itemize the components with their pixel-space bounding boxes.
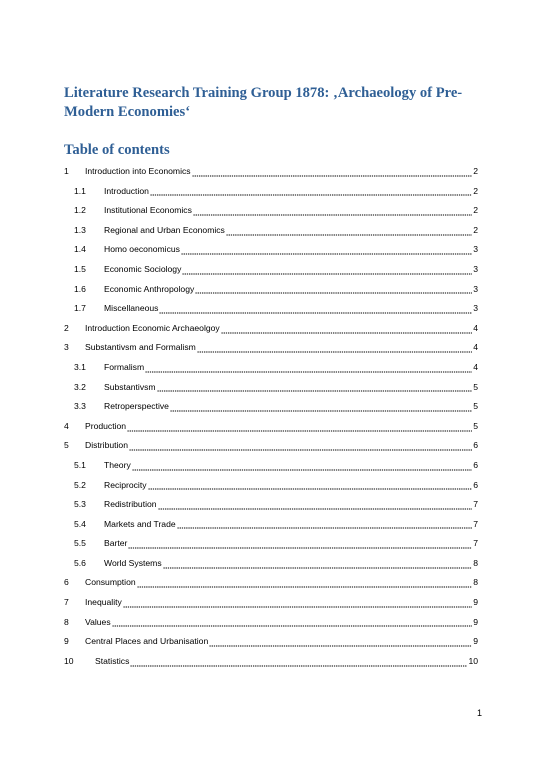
toc-entry[interactable] xyxy=(64,201,478,221)
toc-entry-title: Values xyxy=(85,616,111,627)
toc-entry-title: Miscellaneous xyxy=(104,303,159,314)
toc-entry-number: 1.5 xyxy=(74,263,86,274)
toc-dot-leader xyxy=(209,638,472,648)
toc-dot-leader xyxy=(127,423,472,433)
toc-entry-number: 1.6 xyxy=(74,283,86,294)
toc-entry-title: Distribution xyxy=(85,440,128,451)
toc-entry[interactable] xyxy=(64,593,478,613)
toc-dot-leader xyxy=(145,364,472,374)
toc-entry[interactable] xyxy=(64,280,478,300)
toc-entry[interactable] xyxy=(64,495,478,515)
toc-entry-title: Markets and Trade xyxy=(104,518,176,529)
toc-heading: Table of contents xyxy=(64,142,170,158)
toc-dot-leader xyxy=(192,168,473,178)
toc-dot-leader xyxy=(197,344,472,354)
toc-dot-leader xyxy=(137,579,473,589)
toc-entry-page: 5 xyxy=(473,401,478,412)
toc-entry-page: 9 xyxy=(473,616,478,627)
toc-entry-title: Economic Anthropology xyxy=(104,283,195,294)
toc-entry-page: 2 xyxy=(473,224,478,235)
toc-entry[interactable] xyxy=(64,182,478,202)
toc-entry[interactable] xyxy=(64,652,478,672)
toc-entry-number: 7 xyxy=(64,597,69,608)
toc-entry-page: 5 xyxy=(473,420,478,431)
toc-entry-page: 7 xyxy=(473,538,478,549)
toc-dot-leader xyxy=(182,266,472,276)
toc-dot-leader xyxy=(193,207,472,217)
toc-entry-page: 3 xyxy=(473,283,478,294)
page-number: 1 xyxy=(476,708,482,718)
toc-dot-leader xyxy=(112,618,473,628)
toc-entry[interactable] xyxy=(64,378,478,398)
toc-entry-number: 5.2 xyxy=(74,479,86,490)
toc-entry-page: 4 xyxy=(473,322,478,333)
toc-entry-title: Barter xyxy=(104,538,128,549)
toc-entry-number: 3.2 xyxy=(74,381,86,392)
toc-entry-page: 9 xyxy=(473,597,478,608)
toc-entry-page: 7 xyxy=(473,499,478,510)
toc-entry-number: 3.3 xyxy=(74,401,86,412)
toc-dot-leader xyxy=(123,599,472,609)
toc-dot-leader xyxy=(158,501,473,511)
toc-entry[interactable] xyxy=(64,436,478,456)
toc-dot-leader xyxy=(128,540,472,550)
document-title: Literature Research Training Group 1878: ‚Archaeology of Pre-Modern Economies‘ xyxy=(64,85,463,120)
toc-entry-page: 3 xyxy=(473,303,478,314)
toc-dot-leader xyxy=(148,481,473,491)
toc-entry-number: 1.4 xyxy=(74,244,86,255)
toc-entry-title: Introduction xyxy=(104,185,149,196)
toc-entry[interactable] xyxy=(64,299,478,319)
toc-entry[interactable] xyxy=(64,240,478,260)
toc-entry-page: 9 xyxy=(473,636,478,647)
toc-entry-title: Introduction Economic Archaeolgoy xyxy=(85,322,220,333)
toc-entry[interactable] xyxy=(64,554,478,574)
toc-entry-number: 5.5 xyxy=(74,538,86,549)
toc-entry-title: Retroperspective xyxy=(104,401,169,412)
toc-entry[interactable] xyxy=(64,515,478,535)
toc-entry[interactable] xyxy=(64,534,478,554)
toc-entry-number: 8 xyxy=(64,616,69,627)
toc-dot-leader xyxy=(130,658,467,668)
toc-entry-title: Statistics xyxy=(95,655,130,666)
toc-dot-leader xyxy=(221,325,473,335)
toc-entry-title: Central Places and Urbanisation xyxy=(85,636,209,647)
toc-entry-number: 1.2 xyxy=(74,205,86,216)
toc-entry[interactable] xyxy=(64,613,478,633)
toc-entry[interactable] xyxy=(64,573,478,593)
toc-entry-title: Production xyxy=(85,420,127,431)
toc-entry-number: 10 xyxy=(64,655,74,666)
toc-entry-page: 2 xyxy=(473,166,478,176)
toc-entry-page: 6 xyxy=(473,440,478,451)
toc-entry-page: 4 xyxy=(473,342,478,353)
toc-dot-leader xyxy=(163,560,473,570)
toc-entry-title: Homo oeconomicus xyxy=(104,244,180,255)
toc-entry-number: 1.3 xyxy=(74,224,86,235)
toc-entry-title: Formalism xyxy=(104,361,145,372)
toc-entry-title: Substantivsm xyxy=(104,381,156,392)
toc-entry-page: 7 xyxy=(473,518,478,529)
toc-entry-page: 6 xyxy=(473,459,478,470)
toc-entry-number: 5.4 xyxy=(74,518,86,529)
toc-entry-page: 8 xyxy=(473,577,478,588)
toc-entry-title: Reciprocity xyxy=(104,479,147,490)
toc-entry-title: World Systems xyxy=(104,557,162,568)
table-of-contents xyxy=(64,162,478,671)
toc-entry[interactable] xyxy=(64,221,478,241)
toc-entry-page: 5 xyxy=(473,381,478,392)
toc-dot-leader xyxy=(195,285,472,295)
toc-entry[interactable] xyxy=(64,338,478,358)
toc-entry-title: Introduction into Economics xyxy=(85,166,191,176)
toc-entry[interactable] xyxy=(64,632,478,652)
toc-entry-page: 2 xyxy=(473,205,478,216)
toc-dot-leader xyxy=(170,403,472,413)
toc-entry-page: 6 xyxy=(473,479,478,490)
toc-entry-number: 5.1 xyxy=(74,459,86,470)
toc-entry-number: 6 xyxy=(64,577,69,588)
toc-entry[interactable] xyxy=(64,319,478,339)
toc-entry[interactable] xyxy=(64,260,478,280)
toc-dot-leader xyxy=(181,246,472,256)
toc-entry-number: 4 xyxy=(64,420,69,431)
toc-entry[interactable] xyxy=(64,358,478,378)
toc-dot-leader xyxy=(129,442,472,452)
toc-entry[interactable] xyxy=(64,476,478,496)
toc-entry[interactable] xyxy=(64,397,478,417)
toc-entry-title: Institutional Economics xyxy=(104,205,192,216)
toc-entry-number: 5.3 xyxy=(74,499,86,510)
toc-entry[interactable] xyxy=(64,456,478,476)
toc-entry-title: Redistribution xyxy=(104,499,157,510)
toc-dot-leader xyxy=(226,227,472,237)
toc-dot-leader xyxy=(132,462,472,472)
toc-entry-title: Substantivsm and Formalism xyxy=(85,342,196,353)
toc-entry-page: 10 xyxy=(468,655,478,666)
toc-entry[interactable] xyxy=(64,417,478,437)
toc-entry-page: 3 xyxy=(473,244,478,255)
toc-entry-number: 5.6 xyxy=(74,557,86,568)
toc-entry-title: Consumption xyxy=(85,577,136,588)
toc-entry-number: 1 xyxy=(64,166,69,176)
toc-entry-page: 3 xyxy=(473,263,478,274)
toc-entry-page: 2 xyxy=(473,185,478,196)
toc-entry-number: 3.1 xyxy=(74,361,86,372)
toc-entry-title: Inequality xyxy=(85,597,122,608)
toc-dot-leader xyxy=(159,305,472,315)
toc-entry-title: Economic Sociology xyxy=(104,263,182,274)
toc-dot-leader xyxy=(177,520,473,530)
toc-entry-number: 3 xyxy=(64,342,69,353)
toc-entry-number: 1.1 xyxy=(74,185,86,196)
toc-entry[interactable] xyxy=(64,162,478,182)
toc-entry-number: 9 xyxy=(64,636,69,647)
toc-entry-page: 8 xyxy=(473,557,478,568)
toc-dot-leader xyxy=(150,187,472,197)
toc-entry-number: 1.7 xyxy=(74,303,86,314)
toc-entry-title: Theory xyxy=(104,459,131,470)
toc-entry-title: Regional and Urban Economics xyxy=(104,224,225,235)
toc-entry-page: 4 xyxy=(473,361,478,372)
toc-dot-leader xyxy=(157,383,473,393)
toc-entry-number: 5 xyxy=(64,440,69,451)
toc-entry-number: 2 xyxy=(64,322,69,333)
